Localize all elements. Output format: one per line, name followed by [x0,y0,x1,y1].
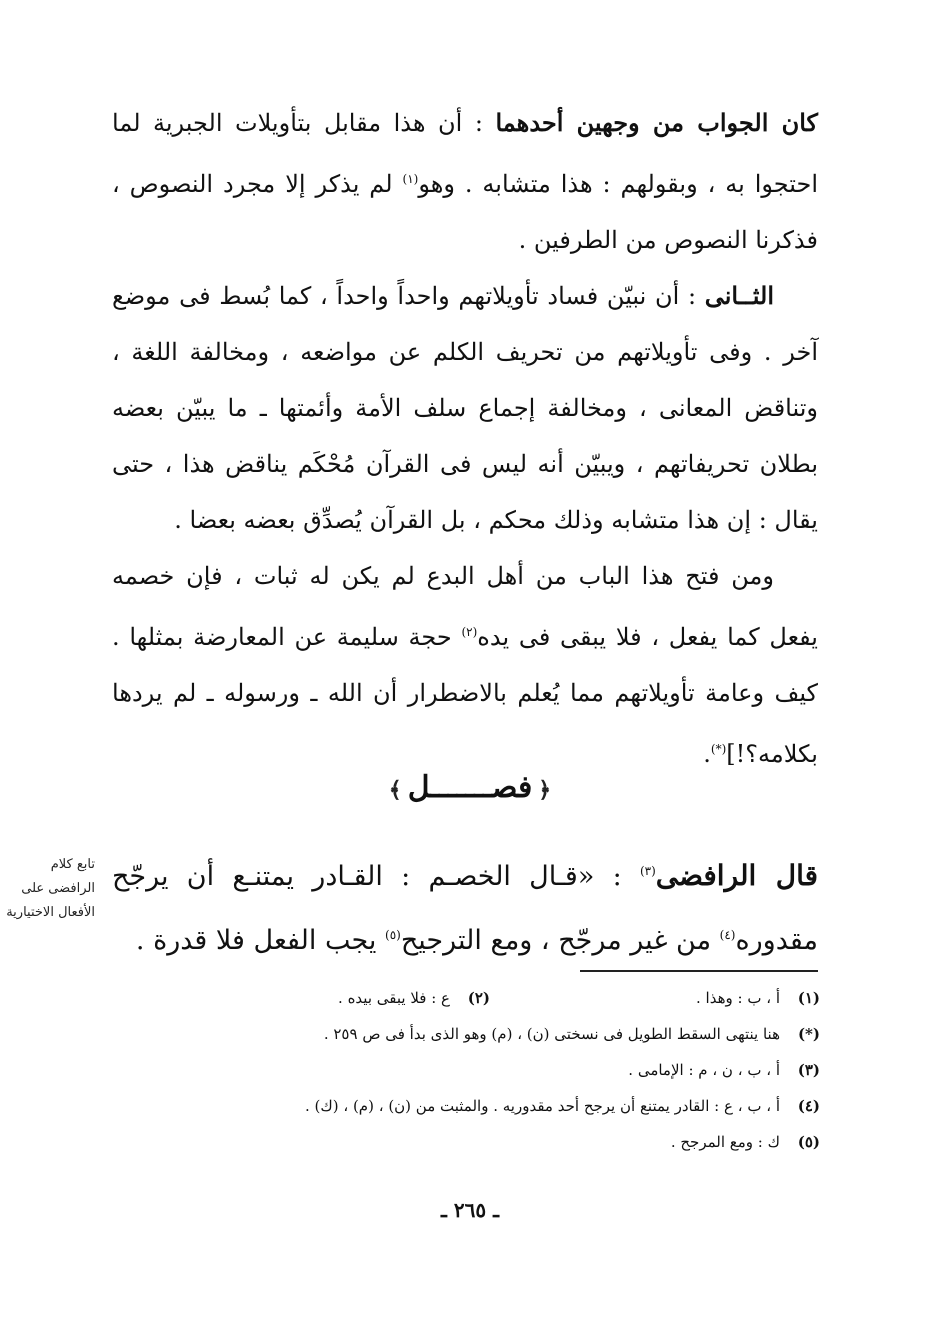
footnote-row [110,1052,820,1088]
footnote-number: (٤) [797,1097,820,1115]
paragraph-3 [112,548,818,782]
page-number: ـ ٢٦٥ ـ [441,1198,499,1222]
paragraph-text: لم يذكر إلا مجرد النصوص ، فذكرنا النصوص من الطرفين . [112,170,818,254]
paragraph-1 [112,95,818,268]
footnote-text: هنا ينتهى السقط الطويل فى نسختى (ن) ، (م) وهو الذى بدأ فى ص ٢٥٩ . [323,1025,780,1043]
paragraph-2 [112,268,818,548]
paragraph-text: : أن هذا مقابل بتأويلات الجبرية لما احتجوا به ، وبقولهم : هذا متشابه . وهو [112,109,819,198]
footnote-ref: (*) [710,742,727,756]
margin-note-line: تابع كلام [50,857,95,872]
footnote-text: ك : ومع المرجح . [670,1133,780,1151]
margin-note-line: الرافضى على [21,881,95,896]
speaker-label: قال الرافضى [655,859,818,892]
main-text [112,95,818,782]
margin-note-line: الأفعال الاختيارية [6,905,95,920]
footnote-text: أ ، ب : وهذا . [696,989,780,1007]
footnote-ref: (٤) [719,928,736,942]
section-text [112,842,818,970]
paragraph-text: : «قـال الخصـم : القـادر يمتنـع أن يرجّح مقدوره [112,861,818,956]
paragraph-text: يجب الفعل فلا قدرة . [135,925,377,956]
paragraph-lead: كان الجواب من وجهين أحدهما [495,108,818,137]
footnote-row [110,1088,820,1124]
footnote-ref: (٣) [639,864,656,878]
paragraph-text: حجة سليمة عن المعارضة بمثلها . كيف وعامة تأويلاتهم مما يُعلم بالاضطرار أن الله ـ ورسوله ـ لم يردها بكلامه؟!] [112,623,818,768]
footnote-number: (٥) [797,1133,820,1151]
footnote-text: أ ، ب ، ع : القادر يمتنع أن يرجح أحد مقدوريه . والمثبت من (ن) ، (م) ، (ك) . [304,1097,780,1115]
footnote-ref: (٢) [461,625,478,639]
footnotes [110,980,820,1160]
footnote-row [110,1016,820,1052]
paragraph-text: من غير مرجّح ، ومع الترجيح [400,925,712,956]
footnote-row [110,1124,820,1160]
footnote-number: (٣) [797,1061,820,1079]
footnote-number: (*) [797,1025,820,1043]
footnote-ref: (٥) [385,928,401,942]
footnote-number: (١) [797,989,820,1007]
footnote-divider [580,970,818,972]
footnote-ref: (١) [402,172,419,186]
section-paragraph [112,842,818,970]
footnote-number: (٢) [467,989,490,1007]
ornament-icon: ﴾ [388,777,402,803]
section-title: فصـــــــل [407,770,533,805]
paragraph-end: . [703,740,711,768]
footnote-text: أ ، ب ، ن ، م : الإمامى . [628,1061,780,1079]
margin-note [0,853,95,925]
paragraph-text: ومن فتح هذا الباب من أهل البدع لم يكن له ثبات ، فإن خصمه يفعل كما يفعل ، فلا يبقى فى يده [112,562,818,651]
paragraph-lead: الثــانى [704,281,774,310]
footnote-row [110,980,820,1016]
footnote-text: ع : فلا يبقى بيده . [338,989,450,1007]
paragraph-text: : أن نبيّن فساد تأويلاتهم واحداً واحداً ، كما بُسط فى موضع آخر . وفى تأويلاتهم من تحريف الكلم عن مواضعه ، ومخالفة اللغة ، وتناقض المعانى ، ومخالفة إجماع سلف الأمة وأئمتها ـ ما يبيّن بعضه بطلان تحريفاتهم ، ويبيّن أنه ليس فى القرآن مُحْكَم يناقض هذا ، حتى يقال : إن هذا متشابه وذلك محكم ، بل القرآن يُصدِّق بعضه بعضا . [112,282,818,534]
section-heading [0,770,940,805]
ornament-icon: ﴿ [538,777,552,803]
